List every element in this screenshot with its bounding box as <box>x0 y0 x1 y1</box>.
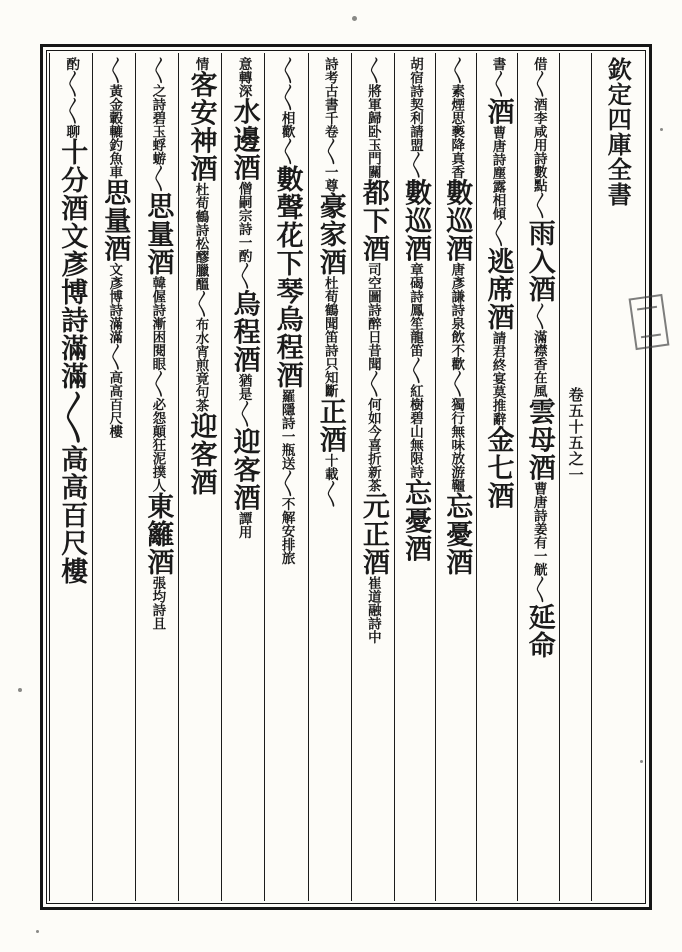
segment-title: 延命 <box>523 603 555 659</box>
segment-title: 元正酒 <box>357 492 389 576</box>
segment-title: 文彥博詩滿滿〳〵高高百尺樓 <box>56 222 88 585</box>
segment-note: 詩考古書千卷〳〵一尊 <box>321 57 338 192</box>
column-text <box>359 57 387 644</box>
ink-speck <box>36 930 39 933</box>
column-text <box>185 57 217 496</box>
segment-title: 逃席酒 <box>482 247 514 331</box>
seal-stamp-icon <box>629 294 670 350</box>
segment-note: 書〳〵 <box>489 57 506 98</box>
column-text <box>482 57 514 510</box>
segment-title: 迎客酒 <box>185 412 217 496</box>
segment-title: 思量酒 <box>99 178 131 263</box>
segment-note: 羅隱詩一瓶送〳〵不解安排旅 <box>278 389 295 565</box>
segment-note: 杜荀鶴詩松醪臘醞〳〵布水宵煎竟句茶 <box>192 182 209 412</box>
segment-title: 正酒 <box>314 397 346 454</box>
volume-label: 卷五十五之一 <box>566 387 585 483</box>
ink-speck <box>352 16 357 21</box>
column-text <box>523 57 555 659</box>
column-book-title <box>591 53 643 901</box>
segment-note: 崔道融詩中 <box>364 576 381 644</box>
segment-title: 烏程酒 <box>271 305 303 389</box>
segment-title: 都下酒 <box>357 178 389 263</box>
column-entry-2 <box>476 53 517 901</box>
segment-note: 〳〵〳〵相歡〳〵 <box>278 57 295 165</box>
column-entry-1 <box>517 53 558 901</box>
segment-title: 迎客酒 <box>228 427 260 512</box>
segment-note: 曹唐詩姜有一觥〳〵 <box>530 481 547 603</box>
column-volume-mark <box>559 53 591 901</box>
segment-note: 請君終宴莫推辭 <box>489 331 506 426</box>
segment-note: 酌〳〵〳〵聊 <box>63 57 80 138</box>
segment-note: 胡宿詩契利請盟〳〵 <box>407 57 424 179</box>
segment-title: 東籬酒 <box>142 492 174 576</box>
segment-title: 思量酒 <box>142 192 174 276</box>
segment-title: 數聲花下琴 <box>271 165 303 305</box>
text-columns <box>49 53 643 901</box>
segment-title: 忘憂酒 <box>441 492 473 576</box>
segment-title: 數巡酒 <box>441 178 473 263</box>
column-text <box>99 57 131 438</box>
segment-note: 意轉深 <box>235 57 252 98</box>
column-text <box>314 57 346 508</box>
column-text <box>142 57 174 630</box>
segment-note: 〳〵黃金轂轆釣魚車 <box>106 57 123 179</box>
segment-title: 雨入酒 <box>523 219 555 303</box>
ink-speck <box>18 688 22 692</box>
column-entry-12 <box>49 53 92 901</box>
ink-speck <box>640 760 643 763</box>
column-entry-3 <box>435 53 476 901</box>
segment-title: 金七酒 <box>482 425 514 510</box>
segment-title: 數巡酒 <box>400 178 432 263</box>
segment-note: 借〳〵酒李咸用詩數點〳〵 <box>530 57 547 219</box>
segment-title: 烏程酒 <box>228 289 260 374</box>
segment-note: 文彥博詩滿滿〳〵高高百尺樓 <box>106 262 123 438</box>
segment-note: 章碣詩鳳笙龍笛〳〵紅樹碧山無限詩 <box>407 262 424 479</box>
column-text <box>400 57 432 563</box>
segment-title: 雲母酒 <box>523 397 555 482</box>
segment-note: 曹唐詩塵露相傾〳〵 <box>489 125 506 247</box>
column-text <box>271 57 303 565</box>
segment-title: 酒 <box>482 97 514 126</box>
segment-title: 豪家酒 <box>314 192 346 276</box>
segment-title: 忘憂酒 <box>400 478 432 563</box>
ink-speck <box>660 128 663 131</box>
segment-note: 〳〵將軍歸卧玉門關 <box>364 57 381 179</box>
segment-note: 情 <box>192 57 209 71</box>
column-text <box>56 57 88 585</box>
segment-note: 僧嗣宗詩一酌〳〵 <box>235 181 252 290</box>
segment-note: 唐彥謙詩泉飲不歡〳〵獨行無味放游韁 <box>448 262 465 492</box>
segment-note: 〳〵滿襟香在風 <box>530 303 547 398</box>
segment-note: 十載〳〵 <box>321 453 338 508</box>
book-title: 欽定四庫全書 <box>603 57 633 207</box>
column-entry-11 <box>92 53 135 901</box>
column-entry-8 <box>221 53 264 901</box>
column-text <box>441 57 473 576</box>
segment-note: 韓偓詩漸困閱眼〳〵必怨顛狂泥撲人 <box>149 276 166 492</box>
column-entry-5 <box>351 53 394 901</box>
column-entry-7 <box>264 53 307 901</box>
column-entry-9 <box>178 53 221 901</box>
segment-note: 譚用 <box>235 511 252 539</box>
segment-note: 〳〵素煙思褻降真香 <box>448 57 465 179</box>
segment-note: 猶是〳〵 <box>235 373 252 428</box>
segment-note: 杜荀鶴聞笛詩只知斷 <box>321 276 338 398</box>
segment-title: 十分酒 <box>56 138 88 222</box>
column-entry-6 <box>308 53 351 901</box>
segment-note: 〳〵之詩碧玉蜉蝣〳〵 <box>149 57 166 192</box>
segment-note: 張均詩且 <box>149 576 166 630</box>
column-text <box>228 57 260 539</box>
segment-title: 水邊酒 <box>228 97 260 182</box>
column-entry-4 <box>394 53 435 901</box>
segment-note: 司空圖詩醉日昔聞〳〵何如今喜折新茶 <box>364 262 381 492</box>
column-entry-10 <box>135 53 178 901</box>
segment-title: 客安神酒 <box>185 70 217 183</box>
